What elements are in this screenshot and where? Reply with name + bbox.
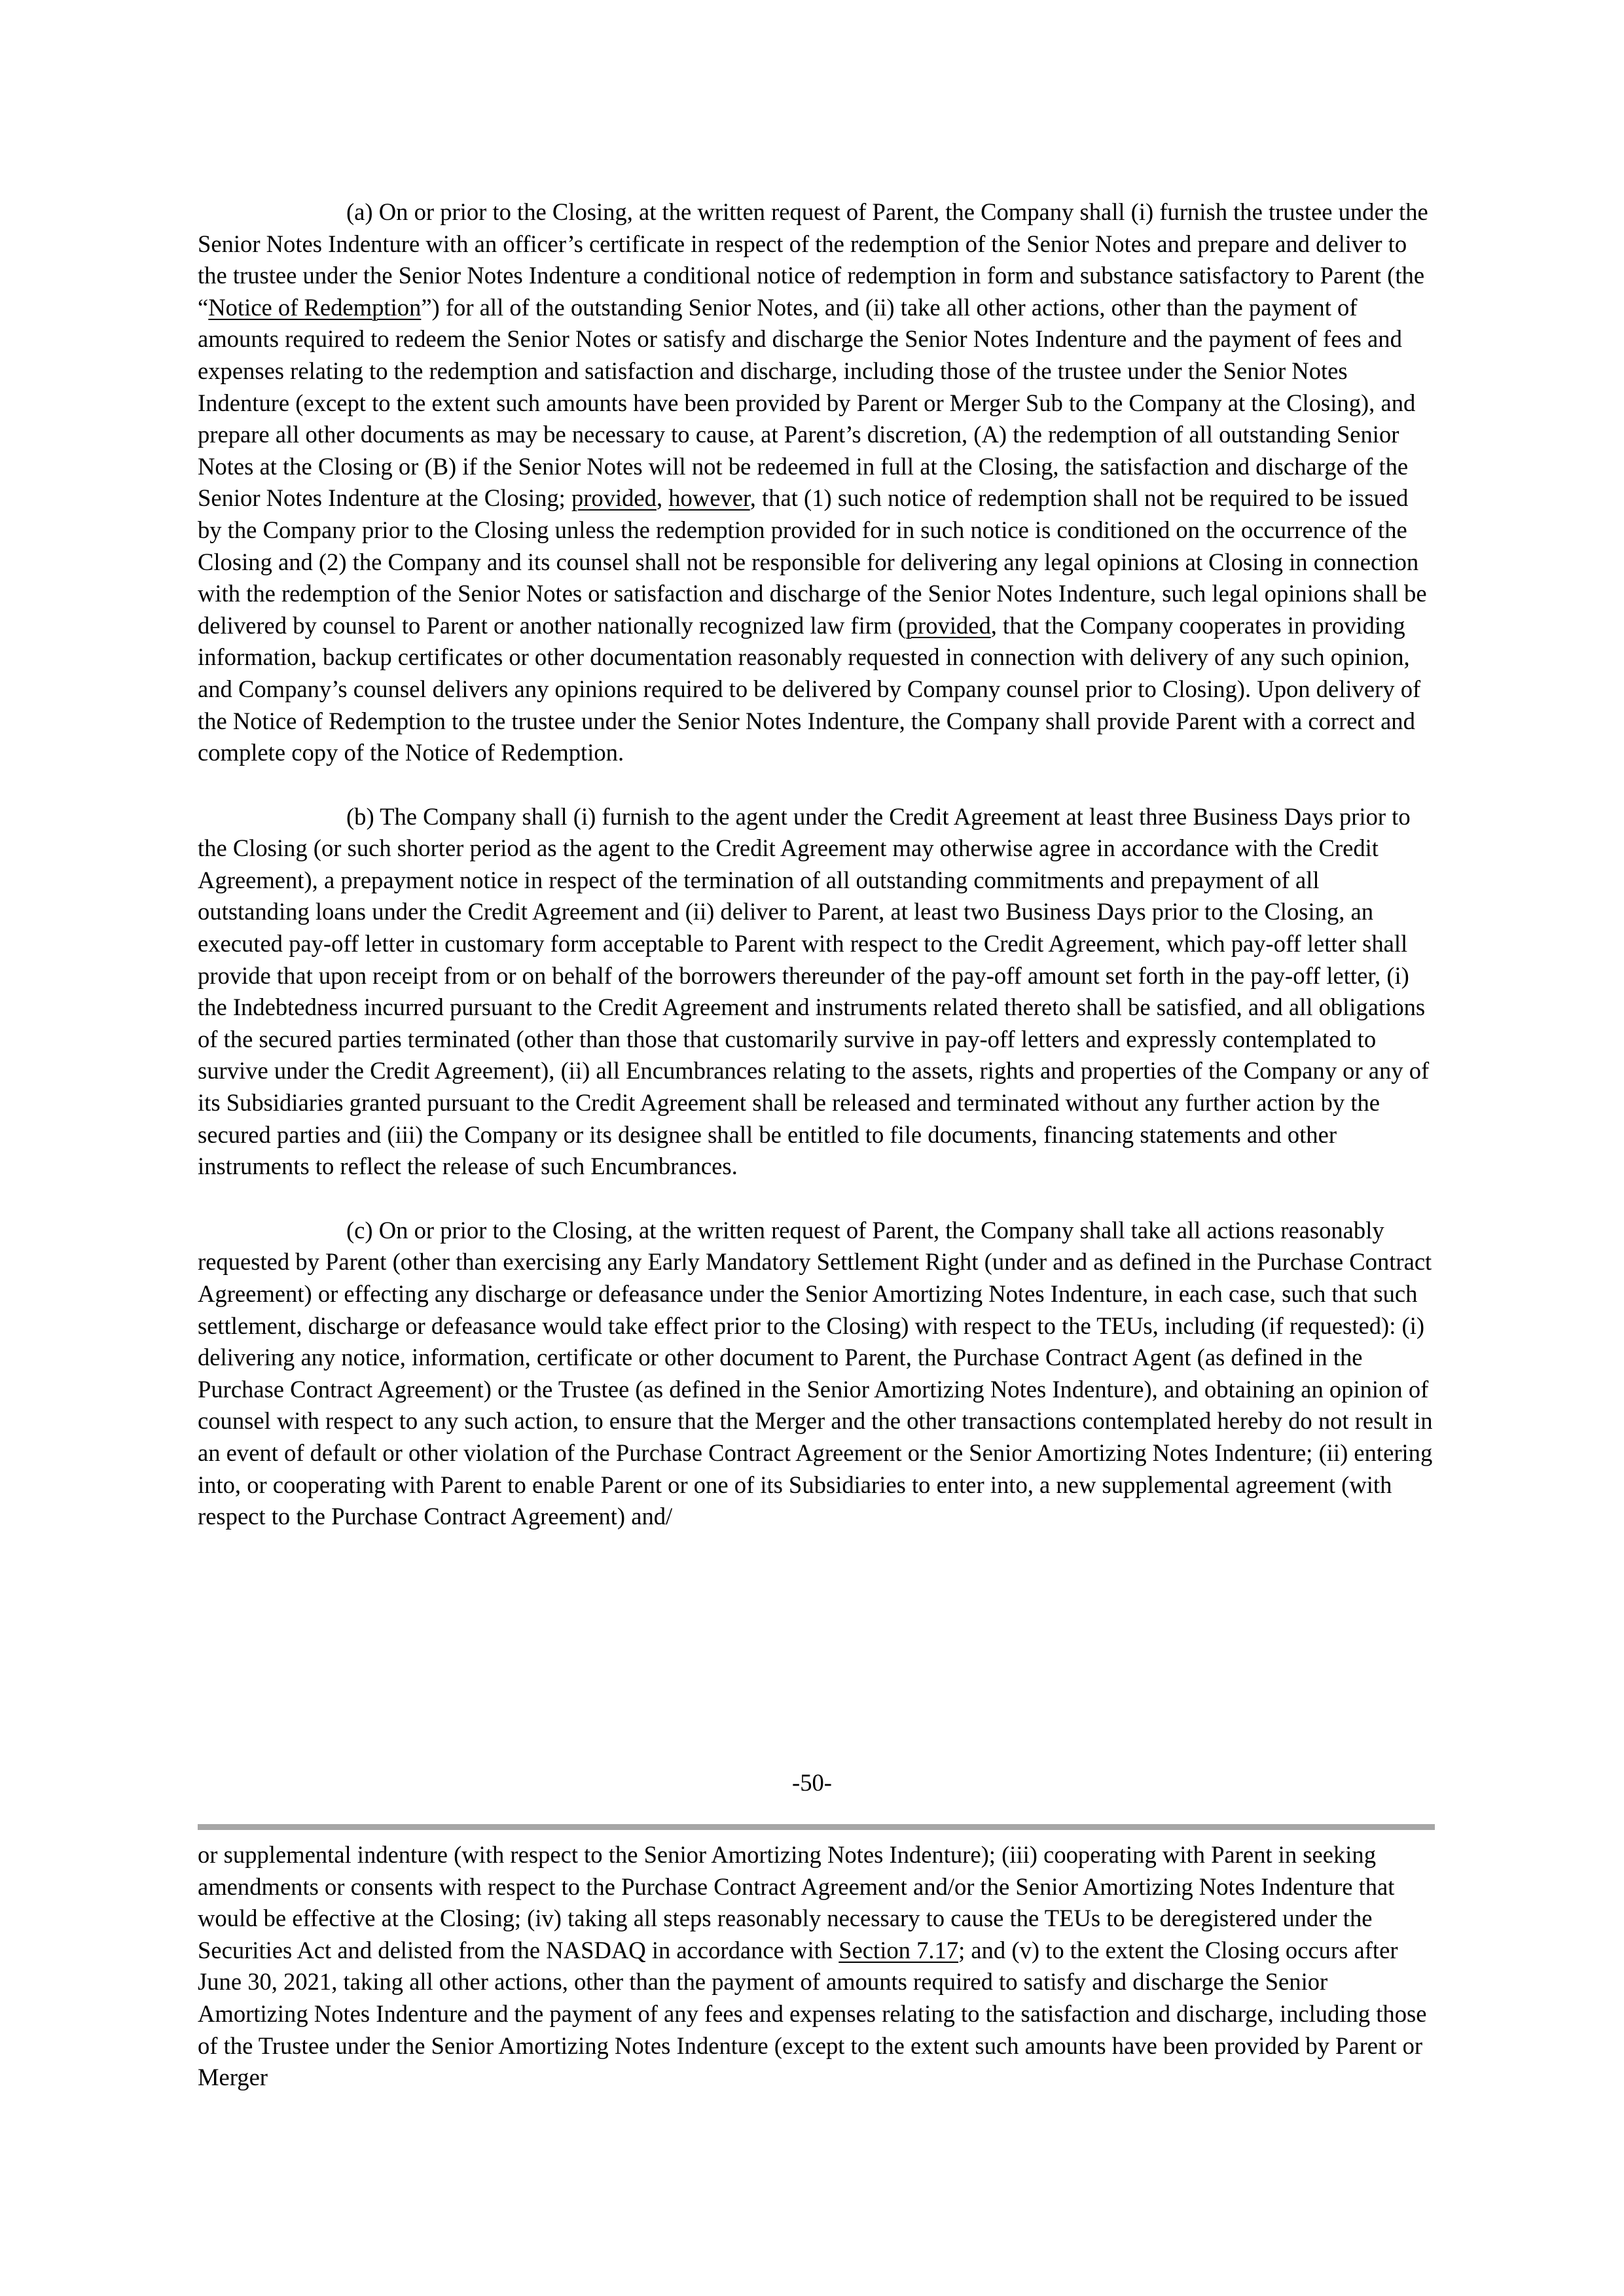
paragraph-a-text-3: , [656, 484, 669, 512]
paragraph-c: (c) On or prior to the Closing, at the written request of Parent, the Company shall take all actions reasonably requested by Parent (other than exercising any Early Mandatory Settlement Right (under and as defined in the Purchase Contract Agreement) or effecting any discharge or defeasance under the Senior Amortizing Notes Indenture, in each case, such that such settlement, discharge or defeasance would take effect prior to the Closing) with respect to the TEUs, including (if requested): (i) delivering any notice, information, certificate or other document to Parent, the Purchase Contract Agent (as defined in the Purchase Contract Agreement) or the Trustee (as defined in the Senior Amortizing Notes Indenture), and obtaining an opinion of counsel with respect to any such action, to ensure that the Merger and the other transactions contemplated hereby do not result in an event of default or other violation of the Purchase Contract Agreement or the Senior Amortizing Notes Indenture; (ii) entering into, or cooperating with Parent to enable Parent or one of its Subsidiaries to enter into, a new supplemental agreement (with respect to the Purchase Contract Agreement) and/ [198, 1216, 1433, 1530]
next-page-body [198, 1839, 1435, 2094]
continuation-text-1: or supplemental indenture (with respect to the Senior Amortizing Notes Indenture); (iii) cooperating with Parent in seeking amendments or consents with respect to the Purchase Contract Agreement and/or the Senior Amortizing Notes Indenture that would be effective at the Closing; (iv) taking all steps reasonably necessary to cause the TEUs to be deregistered under the Securities Act and delisted from the NASDAQ in accordance with [198, 1841, 1395, 1964]
term-however: however [668, 484, 750, 512]
page-number: -50- [792, 1769, 832, 1796]
term-provided: provided [571, 484, 657, 512]
paragraph-a-text-2: ”) for all of the outstanding Senior Notes, and (ii) take all other actions, other than the payment of amounts required to redeem the Senior Notes or satisfy and discharge the Senior Notes Indenture and the payment of fees and expenses relating to the redemption and satisfaction and discharge, including those of the trustee under the Senior Notes Indenture (except to the extent such amounts have been provided by Parent or Merger Sub to the Company at the Closing), and prepare all other documents as may be necessary to cause, at Parent’s discretion, (A) the redemption of all outstanding Senior Notes at the Closing or (B) if the Senior Notes will not be redeemed in full at the Closing, the satisfaction and discharge of the Senior Notes Indenture at the Closing; [198, 293, 1416, 512]
page-body [198, 196, 1435, 1533]
paragraph-a-text-1: (a) On or prior to the Closing, at the written request of Parent, the Company shall (i) furnish the trustee under the Senior Notes Indenture with an officer’s certificate in respect of the redemption of the Senior Notes and prepare and deliver to the trustee under the Senior Notes Indenture a conditional notice of redemption in form and substance satisfactory to Parent (the “ [198, 198, 1428, 321]
section-reference-7-17: Section 7.17 [839, 1936, 959, 1964]
page-separator [198, 1824, 1435, 1830]
paragraph-b: (b) The Company shall (i) furnish to the agent under the Credit Agreement at least three Business Days prior to the Closing (or such shorter period as the agent to the Credit Agreement may otherwise agree in accordance with the Credit Agreement), a prepayment notice in respect of the termination of all outstanding commitments and prepayment of all outstanding loans under the Credit Agreement and (ii) deliver to Parent, at least two Business Days prior to the Closing, an executed pay-off letter in customary form acceptable to Parent with respect to the Credit Agreement, which pay-off letter shall provide that upon receipt from or on behalf of the borrowers thereunder of the pay-off amount set forth in the pay-off letter, (i) the Indebtedness incurred pursuant to the Credit Agreement and instruments related thereto shall be satisfied, and all obligations of the secured parties terminated (other than those that customarily survive in pay-off letters and expressly contemplated to survive under the Credit Agreement), (ii) all Encumbrances relating to the assets, rights and properties of the Company or any of its Subsidiaries granted pursuant to the Credit Agreement shall be released and terminated without any further action by the secured parties and (iii) the Company or its designee shall be entitled to file documents, financing statements and other instruments to reflect the release of such Encumbrances. [198, 802, 1430, 1180]
continuation-paragraph [198, 1839, 1435, 2094]
paragraph-a-text-5: , that the Company cooperates in providing information, backup certificates or other documentation reasonably requested in connection with delivery of any such opinion, and Company’s counsel delivers any opinions required to be delivered by Company counsel prior to Closing). Upon delivery of the Notice of Redemption to the trustee under the Senior Notes Indenture, the Company shall provide Parent with a correct and complete copy of the Notice of Redemption. [198, 611, 1421, 766]
paragraph-a [198, 196, 1435, 769]
paragraph-a-text-4: , that (1) such notice of redemption shall not be required to be issued by the Company prior to the Closing unless the redemption provided for in such notice is conditioned on the occurrence of the Closing and (2) the Company and its counsel shall not be responsible for delivering any legal opinions at Closing in connection with the redemption of the Senior Notes or satisfaction and discharge of the Senior Notes Indenture, such legal opinions shall be delivered by counsel to Parent or another nationally recognized law firm ( [198, 484, 1427, 639]
defined-term-notice-of-redemption: Notice of Redemption [208, 293, 422, 321]
term-provided-2: provided [905, 611, 991, 639]
continuation-text-2: ; and (v) to the extent the Closing occurs after June 30, 2021, taking all other actions, other than the payment of amounts required to satisfy and discharge the Senior Amortizing Notes Indenture and the payment of any fees and expenses relating to the satisfaction and discharge, including those of the Trustee under the Senior Amortizing Notes Indenture (except to the extent such amounts have been provided by Parent or Merger [198, 1936, 1427, 2091]
